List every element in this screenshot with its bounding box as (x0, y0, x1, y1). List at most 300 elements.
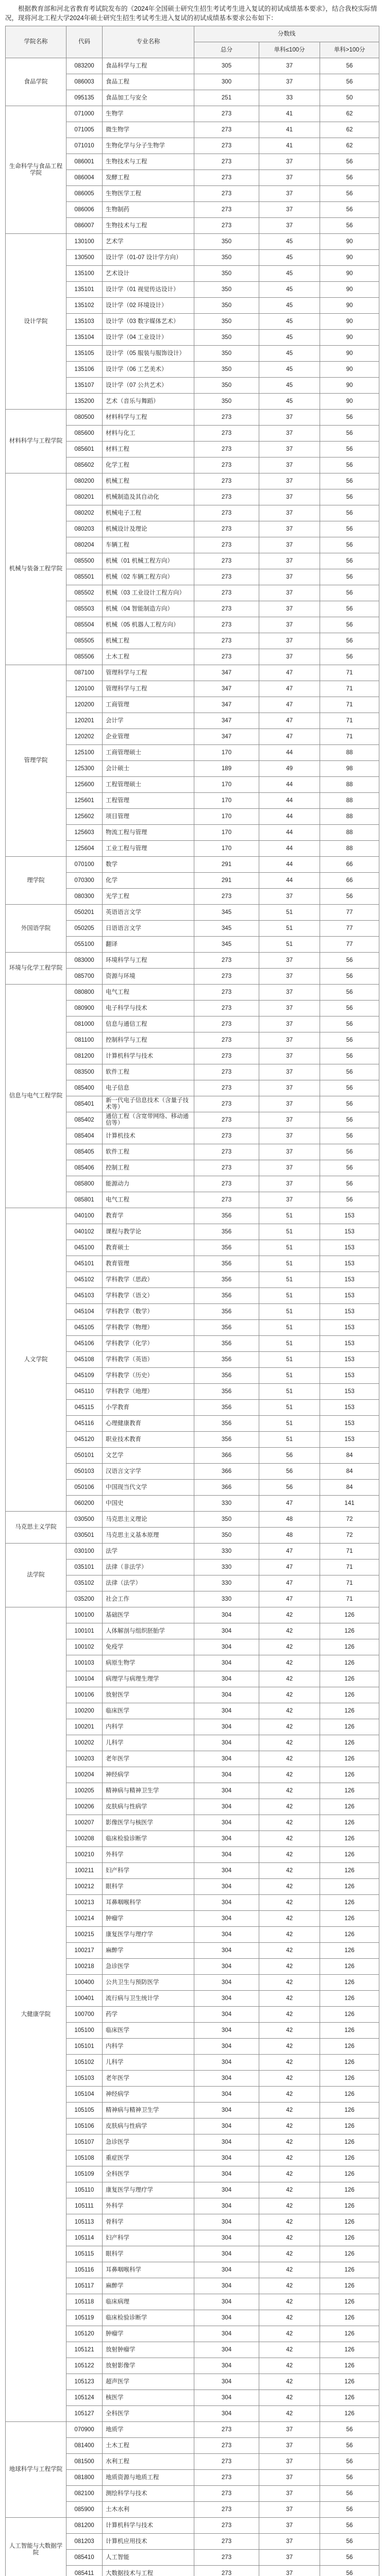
single-150-score-cell: 126 (320, 2326, 379, 2342)
major-name-cell: 资源与环境 (103, 969, 194, 985)
single-100-score-cell: 37 (259, 1080, 320, 1096)
code-cell: 135100 (66, 266, 103, 282)
code-cell: 045109 (66, 1368, 103, 1384)
major-name-cell: 放射肿瘤学 (103, 2342, 194, 2358)
major-name-cell: 机械（04 智能制造方向） (103, 601, 194, 617)
table-row (6, 473, 379, 489)
code-cell: 100400 (66, 1975, 103, 1991)
single-100-score-cell: 37 (259, 953, 320, 969)
single-150-score-cell: 126 (320, 2246, 379, 2262)
total-score-cell: 273 (194, 505, 259, 521)
single-150-score-cell: 71 (320, 1544, 379, 1560)
single-150-score-cell: 56 (320, 186, 379, 202)
code-cell: 035200 (66, 1591, 103, 1607)
total-score-cell: 170 (194, 809, 259, 825)
total-score-cell: 356 (194, 1288, 259, 1304)
code-cell: 100102 (66, 1639, 103, 1655)
code-cell: 085400 (66, 1080, 103, 1096)
college-name-cell: 环境与化学工程学院 (6, 953, 66, 985)
single-150-score-cell: 126 (320, 2007, 379, 2023)
code-cell: 100211 (66, 1863, 103, 1879)
single-100-score-cell: 44 (259, 825, 320, 841)
major-name-cell: 日语语言文学 (103, 921, 194, 937)
single-150-score-cell: 126 (320, 1655, 379, 1671)
college-name-cell: 设计学院 (6, 234, 66, 410)
code-cell: 050106 (66, 1480, 103, 1496)
single-100-score-cell: 42 (259, 1623, 320, 1639)
single-100-score-cell: 42 (259, 1799, 320, 1815)
major-name-cell: 神经病学 (103, 1767, 194, 1783)
total-score-cell: 304 (194, 1799, 259, 1815)
code-cell: 125300 (66, 761, 103, 777)
total-score-cell: 304 (194, 2262, 259, 2278)
single-150-score-cell: 56 (320, 442, 379, 457)
single-100-score-cell: 37 (259, 170, 320, 186)
total-score-cell: 273 (194, 2486, 259, 2502)
total-score-cell: 273 (194, 473, 259, 489)
code-cell: 080204 (66, 537, 103, 553)
major-name-cell: 设计学（03 数字媒体艺术） (103, 314, 194, 330)
major-name-cell: 影像医学与核医学 (103, 1815, 194, 1831)
major-name-cell: 学科教学（思政） (103, 1272, 194, 1288)
code-cell: 105113 (66, 2214, 103, 2230)
total-score-cell: 304 (194, 2182, 259, 2198)
single-150-score-cell: 126 (320, 1799, 379, 1815)
major-name-cell: 内科学 (103, 2039, 194, 2055)
college-name-cell: 地球科学与工程学院 (6, 2422, 66, 2518)
single-100-score-cell: 44 (259, 745, 320, 761)
single-150-score-cell: 126 (320, 2358, 379, 2374)
major-name-cell: 计算机技术 (103, 1128, 194, 1144)
total-score-cell: 273 (194, 2502, 259, 2518)
code-cell: 095135 (66, 90, 103, 106)
single-150-score-cell: 71 (320, 681, 379, 697)
code-cell: 135101 (66, 282, 103, 298)
major-name-cell: 皮肤病与性病学 (103, 1799, 194, 1815)
single-150-score-cell: 153 (320, 1304, 379, 1320)
major-name-cell: 重症医学 (103, 2150, 194, 2166)
major-name-cell: 急诊医学 (103, 1959, 194, 1975)
total-score-cell: 273 (194, 2454, 259, 2470)
single-150-score-cell: 126 (320, 1943, 379, 1959)
single-100-score-cell: 41 (259, 122, 320, 138)
single-150-score-cell: 56 (320, 617, 379, 633)
single-100-score-cell: 37 (259, 2502, 320, 2518)
code-cell: 105102 (66, 2055, 103, 2071)
total-score-cell: 304 (194, 2103, 259, 2119)
major-name-cell: 生物医学工程 (103, 186, 194, 202)
major-name-cell: 土木工程 (103, 2438, 194, 2454)
single-150-score-cell: 56 (320, 2470, 379, 2486)
single-150-score-cell: 56 (320, 553, 379, 569)
single-150-score-cell: 126 (320, 2166, 379, 2182)
single-100-score-cell: 56 (259, 1448, 320, 1464)
total-score-cell: 273 (194, 1001, 259, 1016)
single-100-score-cell: 37 (259, 410, 320, 426)
single-100-score-cell: 37 (259, 969, 320, 985)
single-150-score-cell: 56 (320, 569, 379, 585)
single-100-score-cell: 37 (259, 985, 320, 1001)
single-150-score-cell: 56 (320, 2422, 379, 2438)
major-name-cell: 放射医学 (103, 1687, 194, 1703)
major-name-cell: 人工智能 (103, 2550, 194, 2566)
single-100-score-cell: 42 (259, 1975, 320, 1991)
single-100-score-cell: 37 (259, 2486, 320, 2502)
single-150-score-cell: 56 (320, 649, 379, 665)
code-cell: 085502 (66, 585, 103, 601)
code-cell: 087100 (66, 665, 103, 681)
major-name-cell: 全科医学 (103, 2406, 194, 2422)
single-100-score-cell: 37 (259, 74, 320, 90)
code-cell: 030501 (66, 1528, 103, 1544)
total-score-cell: 304 (194, 2374, 259, 2390)
code-cell: 081000 (66, 1016, 103, 1032)
single-100-score-cell: 42 (259, 1879, 320, 1895)
code-cell: 105123 (66, 2374, 103, 2390)
single-150-score-cell: 126 (320, 1927, 379, 1943)
single-100-score-cell: 42 (259, 1735, 320, 1751)
single-150-score-cell: 56 (320, 505, 379, 521)
major-name-cell: 软件工程 (103, 1064, 194, 1080)
single-100-score-cell: 42 (259, 2358, 320, 2374)
major-name-cell: 老年医学 (103, 1751, 194, 1767)
total-score-cell: 350 (194, 378, 259, 394)
single-150-score-cell: 126 (320, 1735, 379, 1751)
major-name-cell: 内科学 (103, 1719, 194, 1735)
single-150-score-cell: 50 (320, 90, 379, 106)
total-score-cell: 356 (194, 1384, 259, 1400)
single-150-score-cell: 126 (320, 2310, 379, 2326)
single-150-score-cell: 56 (320, 218, 379, 234)
table-row (6, 1208, 379, 1224)
single-150-score-cell: 84 (320, 1464, 379, 1480)
major-name-cell: 设计学（02 环境设计） (103, 298, 194, 314)
single-150-score-cell: 56 (320, 58, 379, 74)
single-150-score-cell: 56 (320, 1048, 379, 1064)
code-cell: 045105 (66, 1320, 103, 1336)
single-150-score-cell: 90 (320, 346, 379, 362)
college-name-cell: 食品学院 (6, 58, 66, 106)
code-cell: 100401 (66, 1991, 103, 2007)
single-150-score-cell: 153 (320, 1320, 379, 1336)
single-100-score-cell: 42 (259, 1911, 320, 1927)
major-name-cell: 机械工程 (103, 473, 194, 489)
major-name-cell: 文艺学 (103, 1448, 194, 1464)
total-score-cell: 304 (194, 1703, 259, 1719)
code-cell: 086001 (66, 154, 103, 170)
single-100-score-cell: 37 (259, 505, 320, 521)
major-name-cell: 核医学 (103, 2390, 194, 2406)
major-name-cell: 儿科学 (103, 1735, 194, 1751)
total-score-cell: 356 (194, 1416, 259, 1432)
major-name-cell: 学科教学（化学） (103, 1336, 194, 1352)
single-150-score-cell: 126 (320, 2230, 379, 2246)
major-name-cell: 麻醉学 (103, 1943, 194, 1959)
single-150-score-cell: 126 (320, 2182, 379, 2198)
code-cell: 085600 (66, 426, 103, 442)
code-cell: 100206 (66, 1799, 103, 1815)
total-score-cell: 347 (194, 713, 259, 729)
college-name-cell: 信息与电气工程学院 (6, 985, 66, 1208)
total-score-cell: 304 (194, 2071, 259, 2087)
single-150-score-cell: 153 (320, 1400, 379, 1416)
single-100-score-cell: 42 (259, 1927, 320, 1943)
total-score-cell: 330 (194, 1544, 259, 1560)
major-name-cell: 电气工程 (103, 985, 194, 1001)
total-score-cell: 304 (194, 1815, 259, 1831)
college-name-cell: 人工智能与大数据学院 (6, 2518, 66, 2576)
single-150-score-cell: 84 (320, 1480, 379, 1496)
code-cell: 045120 (66, 1432, 103, 1448)
single-100-score-cell: 37 (259, 489, 320, 505)
major-name-cell: 小学教育 (103, 1400, 194, 1416)
code-cell: 060200 (66, 1496, 103, 1512)
code-cell: 105101 (66, 2039, 103, 2055)
single-150-score-cell: 62 (320, 138, 379, 154)
major-name-cell: 皮肤病与性病学 (103, 2119, 194, 2134)
total-score-cell: 273 (194, 2438, 259, 2454)
total-score-cell: 273 (194, 1128, 259, 1144)
total-score-cell: 273 (194, 969, 259, 985)
total-score-cell: 304 (194, 2134, 259, 2150)
code-cell: 100214 (66, 1911, 103, 1927)
major-name-cell: 数学 (103, 857, 194, 873)
total-score-cell: 273 (194, 553, 259, 569)
single-150-score-cell: 126 (320, 2406, 379, 2422)
single-100-score-cell: 51 (259, 1400, 320, 1416)
major-name-cell: 中国现当代文学 (103, 1480, 194, 1496)
total-score-cell: 291 (194, 873, 259, 889)
single-150-score-cell: 126 (320, 1751, 379, 1767)
single-150-score-cell: 126 (320, 1671, 379, 1687)
major-name-cell: 机械（03 工业设计工程方向） (103, 585, 194, 601)
single-100-score-cell: 37 (259, 1160, 320, 1176)
code-cell: 085800 (66, 1176, 103, 1192)
total-score-cell: 170 (194, 841, 259, 857)
single-150-score-cell: 126 (320, 1623, 379, 1639)
single-100-score-cell: 42 (259, 1815, 320, 1831)
total-score-cell: 170 (194, 793, 259, 809)
header-score-group: 分数线 (194, 26, 379, 42)
total-score-cell: 304 (194, 1895, 259, 1911)
single-100-score-cell: 42 (259, 1863, 320, 1879)
single-150-score-cell: 56 (320, 601, 379, 617)
total-score-cell: 350 (194, 394, 259, 410)
total-score-cell: 366 (194, 1464, 259, 1480)
major-name-cell: 设计学（07 公共艺术） (103, 378, 194, 394)
single-100-score-cell: 37 (259, 186, 320, 202)
single-150-score-cell: 90 (320, 378, 379, 394)
code-cell: 105122 (66, 2358, 103, 2374)
code-cell: 100104 (66, 1671, 103, 1687)
header-single-150: 单科>100分 (320, 42, 379, 58)
single-100-score-cell: 37 (259, 569, 320, 585)
major-name-cell: 课程与教学论 (103, 1224, 194, 1240)
total-score-cell: 356 (194, 1256, 259, 1272)
college-name-cell: 材料科学与工程学院 (6, 410, 66, 473)
major-name-cell: 计算机应用技术 (103, 2534, 194, 2550)
single-150-score-cell: 153 (320, 1208, 379, 1224)
score-table-body (6, 58, 379, 2576)
major-name-cell: 教育管理 (103, 1256, 194, 1272)
single-150-score-cell: 56 (320, 2502, 379, 2518)
major-name-cell: 材料科学与工程 (103, 410, 194, 426)
single-100-score-cell: 44 (259, 793, 320, 809)
code-cell: 045103 (66, 1288, 103, 1304)
single-150-score-cell: 56 (320, 521, 379, 537)
college-name-cell: 生命科学与食品工程学院 (6, 106, 66, 234)
single-100-score-cell: 42 (259, 2406, 320, 2422)
single-100-score-cell: 42 (259, 2342, 320, 2358)
code-cell: 100204 (66, 1767, 103, 1783)
single-100-score-cell: 47 (259, 1560, 320, 1575)
single-100-score-cell: 37 (259, 889, 320, 905)
total-score-cell: 251 (194, 90, 259, 106)
single-150-score-cell: 71 (320, 665, 379, 681)
single-100-score-cell: 37 (259, 1016, 320, 1032)
major-name-cell: 机械设计及理论 (103, 521, 194, 537)
major-name-cell: 生物技术与工程 (103, 218, 194, 234)
total-score-cell: 350 (194, 250, 259, 266)
major-name-cell: 法律（非法学） (103, 1560, 194, 1575)
major-name-cell: 教育硕士 (103, 1240, 194, 1256)
single-150-score-cell: 126 (320, 1703, 379, 1719)
single-150-score-cell: 126 (320, 1719, 379, 1735)
code-cell: 080203 (66, 521, 103, 537)
single-100-score-cell: 42 (259, 1639, 320, 1655)
table-row (6, 106, 379, 122)
header-total: 总分 (194, 42, 259, 58)
major-name-cell: 学科教学（数学） (103, 1304, 194, 1320)
code-cell: 083000 (66, 953, 103, 969)
single-100-score-cell: 42 (259, 2390, 320, 2406)
major-name-cell: 控制科学与工程 (103, 1032, 194, 1048)
single-100-score-cell: 37 (259, 2534, 320, 2550)
major-name-cell: 设计学（05 服装与服饰设计） (103, 346, 194, 362)
code-cell: 125100 (66, 745, 103, 761)
single-150-score-cell: 71 (320, 1560, 379, 1575)
total-score-cell: 350 (194, 362, 259, 378)
total-score-cell: 345 (194, 921, 259, 937)
single-100-score-cell: 45 (259, 266, 320, 282)
major-name-cell: 汉语言文字学 (103, 1464, 194, 1480)
single-150-score-cell: 56 (320, 2454, 379, 2470)
table-row (6, 410, 379, 426)
code-cell: 050201 (66, 905, 103, 921)
single-100-score-cell: 42 (259, 1895, 320, 1911)
major-name-cell: 控制工程 (103, 1160, 194, 1176)
total-score-cell: 273 (194, 2566, 259, 2576)
total-score-cell: 347 (194, 697, 259, 713)
code-cell: 125604 (66, 841, 103, 857)
code-cell: 085501 (66, 569, 103, 585)
table-row (6, 953, 379, 969)
total-score-cell: 273 (194, 1016, 259, 1032)
table-row (6, 1607, 379, 1623)
single-100-score-cell: 51 (259, 1208, 320, 1224)
single-150-score-cell: 56 (320, 170, 379, 186)
code-cell: 135102 (66, 298, 103, 314)
table-row (6, 234, 379, 250)
single-100-score-cell: 49 (259, 761, 320, 777)
single-100-score-cell: 42 (259, 1687, 320, 1703)
single-100-score-cell: 51 (259, 1432, 320, 1448)
single-150-score-cell: 56 (320, 1080, 379, 1096)
total-score-cell: 304 (194, 1879, 259, 1895)
major-name-cell: 肿瘤学 (103, 1911, 194, 1927)
major-name-cell: 物流工程与管理 (103, 825, 194, 841)
single-150-score-cell: 56 (320, 953, 379, 969)
total-score-cell: 273 (194, 2422, 259, 2438)
single-100-score-cell: 37 (259, 521, 320, 537)
total-score-cell: 356 (194, 1320, 259, 1336)
single-100-score-cell: 42 (259, 1991, 320, 2007)
total-score-cell: 273 (194, 889, 259, 905)
college-name-cell: 人文学院 (6, 1208, 66, 1512)
total-score-cell: 304 (194, 1959, 259, 1975)
major-name-cell: 妇产科学 (103, 2230, 194, 2246)
total-score-cell: 273 (194, 1144, 259, 1160)
single-150-score-cell: 126 (320, 1783, 379, 1799)
code-cell: 135106 (66, 362, 103, 378)
total-score-cell: 273 (194, 122, 259, 138)
table-row (6, 905, 379, 921)
code-cell: 105109 (66, 2166, 103, 2182)
single-150-score-cell: 71 (320, 697, 379, 713)
single-150-score-cell: 77 (320, 921, 379, 937)
single-100-score-cell: 51 (259, 1240, 320, 1256)
single-100-score-cell: 42 (259, 2198, 320, 2214)
total-score-cell: 304 (194, 2039, 259, 2055)
single-100-score-cell: 51 (259, 1320, 320, 1336)
single-150-score-cell: 56 (320, 202, 379, 218)
major-name-cell: 机械电子工程 (103, 505, 194, 521)
total-score-cell: 350 (194, 330, 259, 346)
single-100-score-cell: 47 (259, 1575, 320, 1591)
major-name-cell: 食品工程 (103, 74, 194, 90)
single-150-score-cell: 153 (320, 1416, 379, 1432)
single-100-score-cell: 37 (259, 442, 320, 457)
single-150-score-cell: 126 (320, 1607, 379, 1623)
single-100-score-cell: 42 (259, 1703, 320, 1719)
major-name-cell: 耳鼻咽喉科学 (103, 1895, 194, 1911)
total-score-cell: 304 (194, 1927, 259, 1943)
single-150-score-cell: 126 (320, 1767, 379, 1783)
major-name-cell: 人体解剖与组织胚胎学 (103, 1623, 194, 1639)
total-score-cell: 304 (194, 2087, 259, 2103)
total-score-cell: 304 (194, 1607, 259, 1623)
code-cell: 045116 (66, 1416, 103, 1432)
major-name-cell: 耳鼻咽喉科学 (103, 2262, 194, 2278)
code-cell: 086004 (66, 170, 103, 186)
single-100-score-cell: 42 (259, 2182, 320, 2198)
code-cell: 105103 (66, 2071, 103, 2087)
single-100-score-cell: 45 (259, 250, 320, 266)
single-150-score-cell: 56 (320, 426, 379, 442)
single-100-score-cell: 42 (259, 1959, 320, 1975)
single-100-score-cell: 45 (259, 346, 320, 362)
major-name-cell: 外科学 (103, 2198, 194, 2214)
total-score-cell: 304 (194, 2310, 259, 2326)
major-name-cell: 材料工程 (103, 442, 194, 457)
single-150-score-cell: 77 (320, 905, 379, 921)
total-score-cell: 356 (194, 1352, 259, 1368)
total-score-cell: 350 (194, 346, 259, 362)
single-150-score-cell: 126 (320, 2278, 379, 2294)
total-score-cell: 345 (194, 905, 259, 921)
code-cell: 105119 (66, 2310, 103, 2326)
code-cell: 081100 (66, 1032, 103, 1048)
